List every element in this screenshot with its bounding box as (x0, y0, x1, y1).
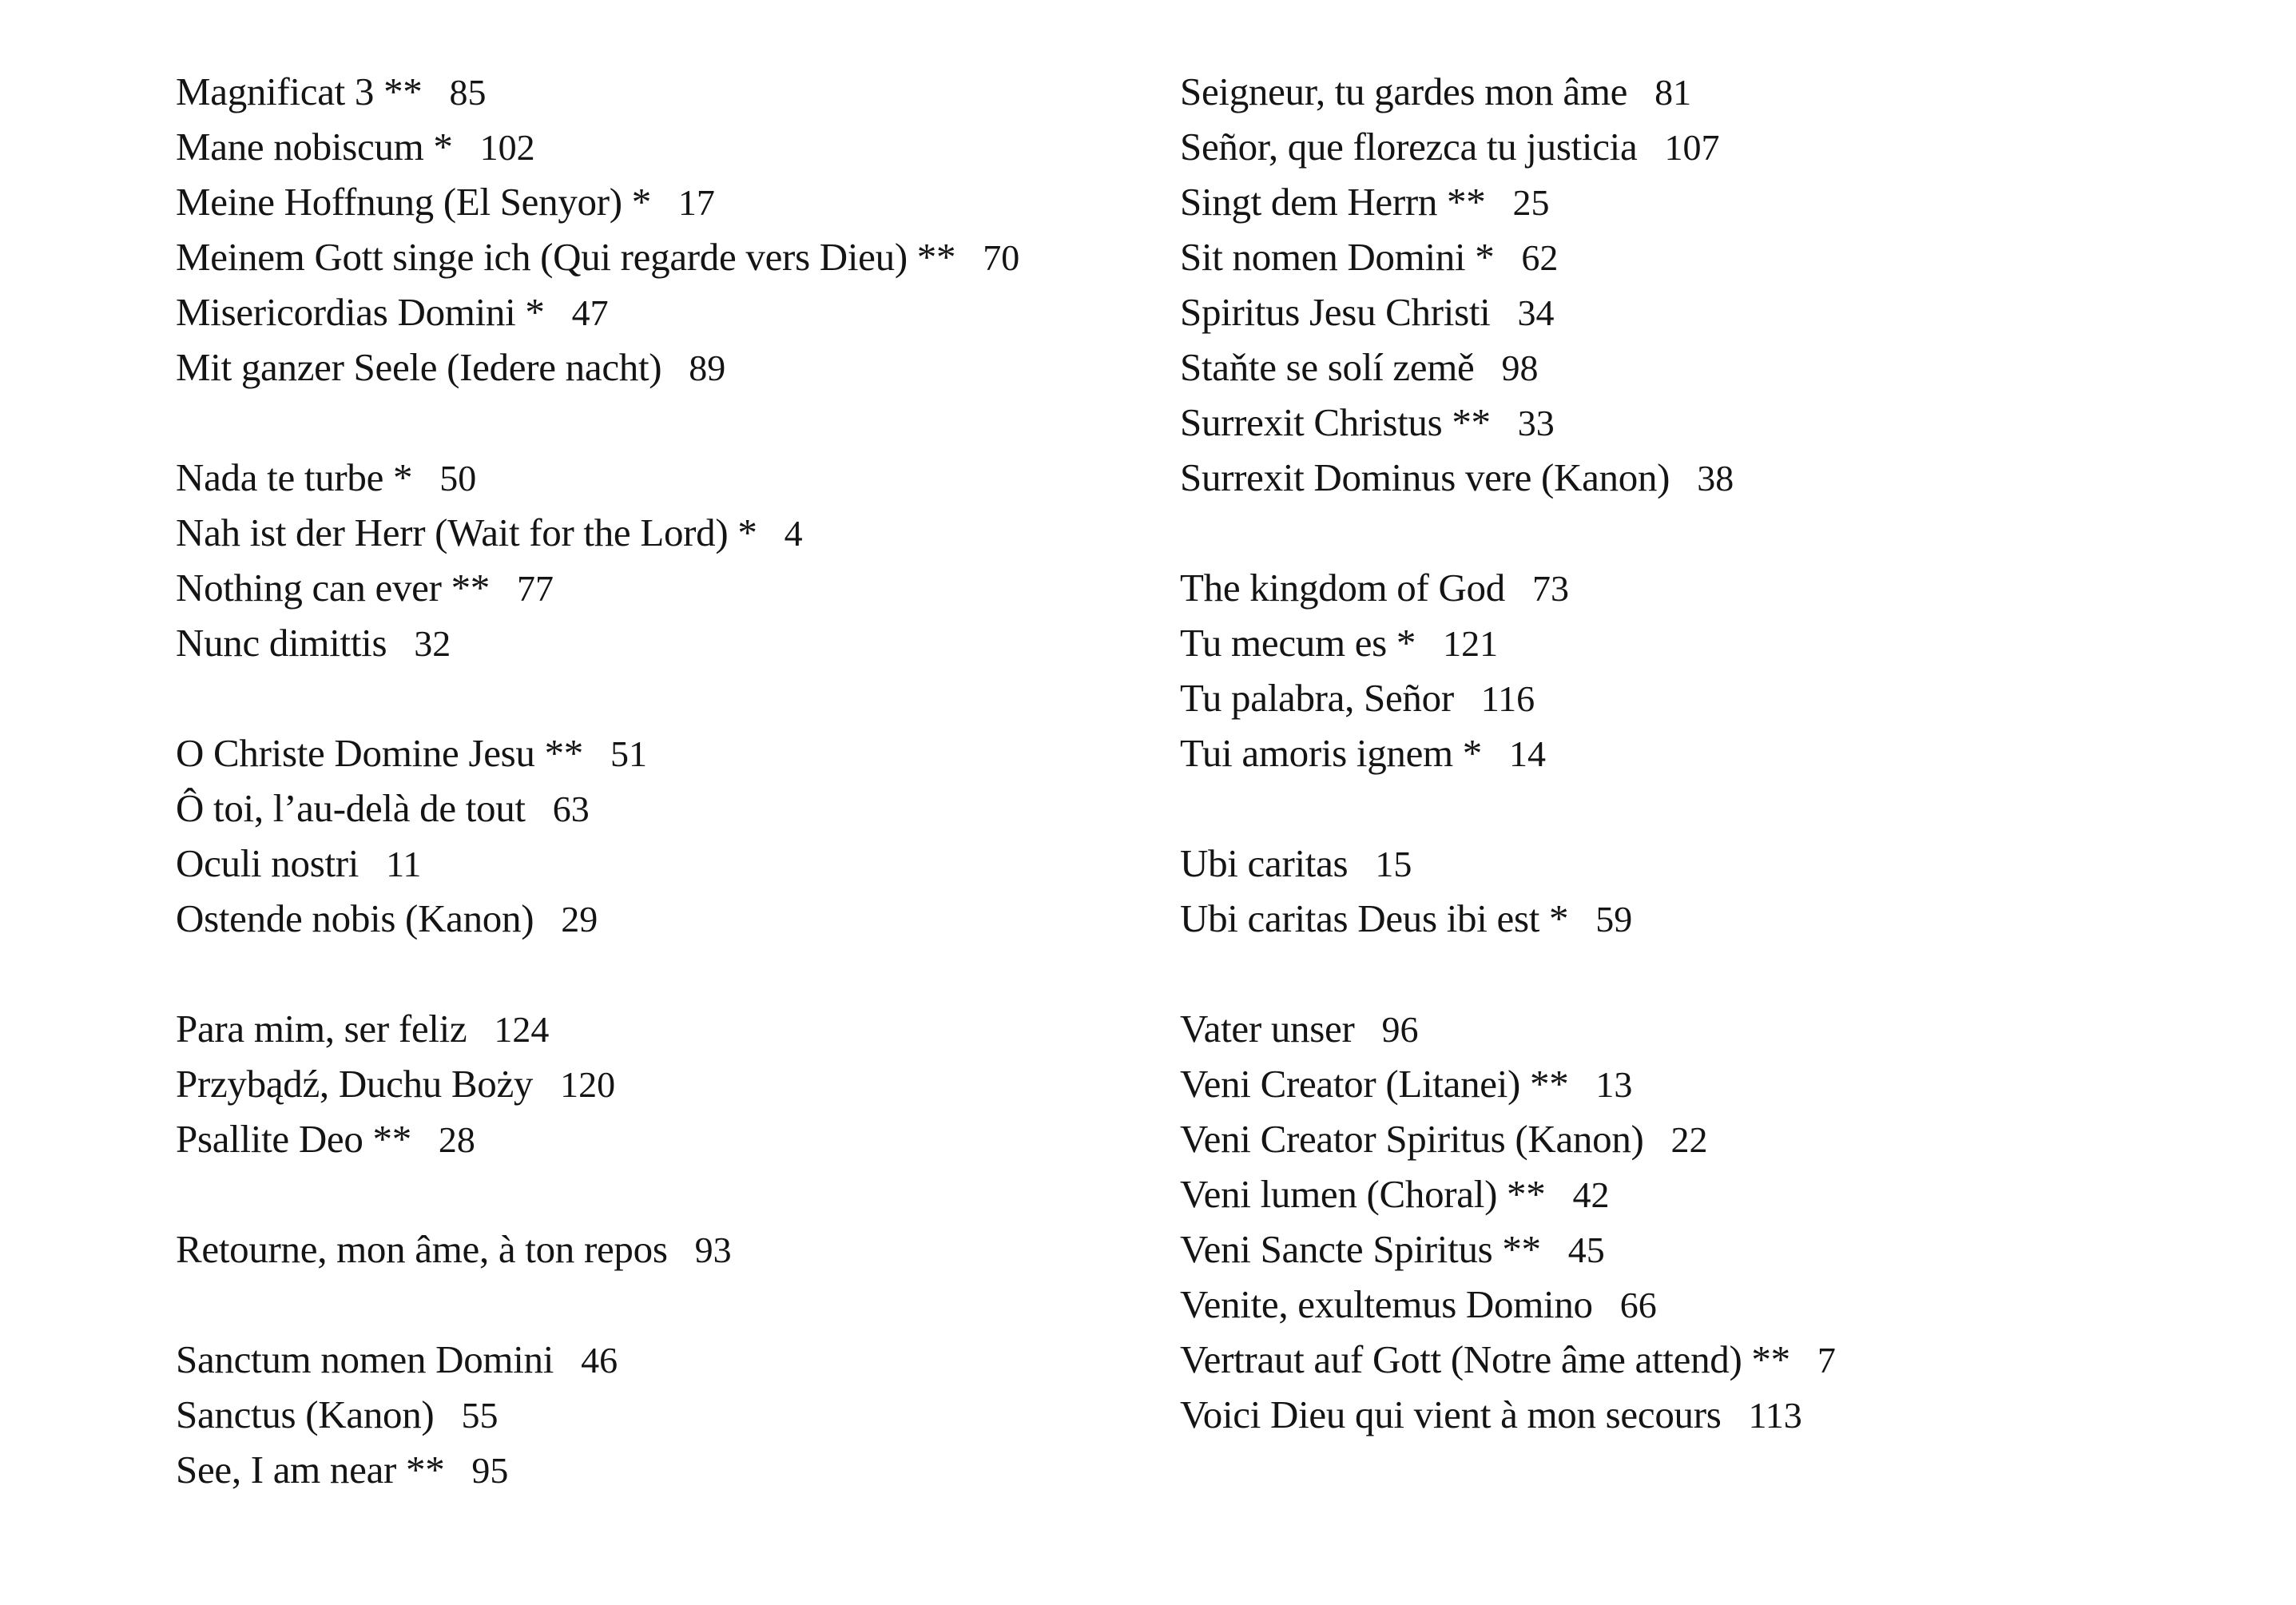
index-letter-group (176, 1001, 1019, 1166)
page-number: 93 (694, 1230, 732, 1270)
index-entry (1180, 725, 1836, 781)
index-letter-group (176, 1222, 1019, 1277)
song-title: Nunc dimittis (176, 621, 387, 665)
song-title: Mane nobiscum * (176, 125, 453, 169)
index-entry (176, 505, 1019, 560)
index-entry (1180, 1332, 1836, 1387)
page-number: 98 (1501, 348, 1539, 388)
song-title: Singt dem Herrn ** (1180, 180, 1486, 224)
song-title: Veni Sancte Spiritus ** (1180, 1227, 1541, 1271)
page-number: 113 (1748, 1395, 1802, 1436)
song-title: Tu palabra, Señor (1180, 676, 1454, 720)
page-number: 32 (414, 623, 451, 664)
song-title: Tu mecum es * (1180, 621, 1416, 665)
index-entry (176, 560, 1019, 615)
index-letter-group (1180, 560, 1836, 781)
song-title: Venite, exultemus Domino (1180, 1282, 1593, 1326)
song-title: Sanctum nomen Domini (176, 1337, 554, 1381)
page-number: 4 (784, 513, 803, 554)
page-number: 17 (677, 182, 715, 223)
page-number: 66 (1619, 1285, 1657, 1325)
index-entry (1180, 1056, 1836, 1111)
page-number: 51 (610, 733, 647, 774)
index-entry (176, 1001, 1019, 1056)
index-entry (1180, 395, 1836, 450)
index-entry (176, 174, 1019, 229)
page-number: 34 (1517, 292, 1555, 333)
page-number: 95 (471, 1450, 509, 1491)
index-entry (1180, 119, 1836, 174)
index-entry (1180, 836, 1836, 891)
page-number: 15 (1375, 844, 1412, 884)
page-number: 116 (1480, 678, 1535, 719)
song-title: See, I am near ** (176, 1448, 445, 1492)
index-entry (176, 1442, 1019, 1497)
song-title: Mit ganzer Seele (Iedere nacht) (176, 345, 662, 389)
song-title: Sanctus (Kanon) (176, 1392, 435, 1436)
page-number: 47 (571, 292, 609, 333)
page-number: 7 (1817, 1340, 1836, 1381)
song-title: Veni lumen (Choral) ** (1180, 1172, 1546, 1216)
page-number: 11 (386, 844, 422, 884)
index-entry (1180, 450, 1836, 505)
song-title: Meinem Gott singe ich (Qui regarde vers Dieu) ** (176, 235, 956, 279)
index-entry (1180, 1387, 1836, 1442)
song-title: Ubi caritas Deus ibi est * (1180, 896, 1569, 940)
page-number: 38 (1697, 458, 1734, 499)
page-number: 55 (461, 1395, 499, 1436)
index-entry (176, 1387, 1019, 1442)
page-number: 121 (1443, 623, 1499, 664)
page-number: 33 (1517, 403, 1555, 443)
song-title: Oculi nostri (176, 841, 359, 885)
song-title: Przybądź, Duchu Boży (176, 1062, 534, 1106)
page-number: 28 (438, 1119, 475, 1160)
index-entry (176, 1222, 1019, 1277)
song-title: Veni Creator (Litanei) ** (1180, 1062, 1569, 1106)
index-entry (176, 284, 1019, 340)
page-number: 45 (1567, 1230, 1605, 1270)
page-number: 77 (516, 568, 554, 609)
song-title: Spiritus Jesu Christi (1180, 290, 1491, 334)
index-letter-group (1180, 836, 1836, 946)
page-number: 50 (439, 458, 477, 499)
page-number: 59 (1595, 899, 1633, 940)
index-entry (176, 891, 1019, 946)
page-number: 70 (983, 237, 1020, 278)
index-entry (176, 119, 1019, 174)
song-title: Misericordias Domini * (176, 290, 545, 334)
song-title: Retourne, mon âme, à ton repos (176, 1227, 668, 1271)
song-title: Seigneur, tu gardes mon âme (1180, 70, 1628, 113)
index-entry (1180, 1277, 1836, 1332)
index-entry (1180, 284, 1836, 340)
song-title: Surrexit Christus ** (1180, 400, 1491, 444)
index-entry (1180, 1166, 1836, 1222)
song-title: Veni Creator Spiritus (Kanon) (1180, 1117, 1644, 1161)
index-letter-group (176, 450, 1019, 670)
index-entry (1180, 615, 1836, 670)
page-number: 62 (1521, 237, 1559, 278)
index-letter-group (176, 1332, 1019, 1497)
song-title: Voici Dieu qui vient à mon secours (1180, 1392, 1722, 1436)
index-entry (1180, 340, 1836, 395)
page-number: 29 (561, 899, 598, 940)
song-title: Nah ist der Herr (Wait for the Lord) * (176, 511, 757, 554)
song-title: Ubi caritas (1180, 841, 1349, 885)
song-title: Ô toi, l’au-delà de tout (176, 786, 526, 830)
song-title: Meine Hoffnung (El Senyor) * (176, 180, 651, 224)
index-entry (176, 1056, 1019, 1111)
index-entry (1180, 1222, 1836, 1277)
song-title: Magnificat 3 ** (176, 70, 423, 113)
index-entry (176, 725, 1019, 781)
index-entry (176, 1332, 1019, 1387)
page-number: 13 (1595, 1064, 1633, 1105)
page-number: 107 (1664, 127, 1720, 168)
song-title: O Christe Domine Jesu ** (176, 731, 583, 775)
page-number: 96 (1381, 1009, 1419, 1050)
song-title: Para mim, ser feliz (176, 1007, 467, 1051)
song-title: Vertraut auf Gott (Notre âme attend) ** (1180, 1337, 1790, 1381)
song-title: Vater unser (1180, 1007, 1355, 1051)
index-entry (1180, 174, 1836, 229)
index-letter-group (176, 64, 1019, 395)
song-title: Surrexit Dominus vere (Kanon) (1180, 455, 1670, 499)
song-title: Ostende nobis (Kanon) (176, 896, 534, 940)
page-number: 22 (1670, 1119, 1708, 1160)
index-entry (176, 64, 1019, 119)
song-title: Nada te turbe * (176, 455, 413, 499)
index-entry (1180, 1111, 1836, 1166)
page-number: 81 (1654, 72, 1692, 113)
index-entry (176, 615, 1019, 670)
index-entry (1180, 670, 1836, 725)
page-number: 46 (581, 1340, 618, 1381)
page-number: 14 (1509, 733, 1547, 774)
index-column-right (1180, 64, 1836, 1442)
index-entry (176, 781, 1019, 836)
page-number: 102 (479, 127, 535, 168)
index-entry (176, 229, 1019, 284)
song-title: The kingdom of God (1180, 566, 1505, 610)
page-number: 89 (689, 348, 726, 388)
song-title: Señor, que florezca tu justicia (1180, 125, 1638, 169)
index-entry (1180, 1001, 1836, 1056)
page-number: 120 (560, 1064, 616, 1105)
index-entry (1180, 229, 1836, 284)
song-title: Staňte se solí země (1180, 345, 1475, 389)
index-entry (176, 836, 1019, 891)
page-number: 42 (1572, 1174, 1610, 1215)
index-letter-group (1180, 64, 1836, 505)
index-letter-group (1180, 1001, 1836, 1442)
page-number: 63 (552, 789, 590, 829)
song-title: Psallite Deo ** (176, 1117, 411, 1161)
index-entry (1180, 64, 1836, 119)
page-number: 124 (494, 1009, 550, 1050)
page-number: 85 (449, 72, 487, 113)
song-title: Sit nomen Domini * (1180, 235, 1495, 279)
page-number: 73 (1531, 568, 1569, 609)
index-entry (176, 450, 1019, 505)
song-title: Nothing can ever ** (176, 566, 490, 610)
page-number: 25 (1512, 182, 1550, 223)
index-entry (176, 1111, 1019, 1166)
index-column-left (176, 64, 1019, 1497)
index-letter-group (176, 725, 1019, 946)
song-title: Tui amoris ignem * (1180, 731, 1483, 775)
index-entry (176, 340, 1019, 395)
index-entry (1180, 891, 1836, 946)
index-entry (1180, 560, 1836, 615)
